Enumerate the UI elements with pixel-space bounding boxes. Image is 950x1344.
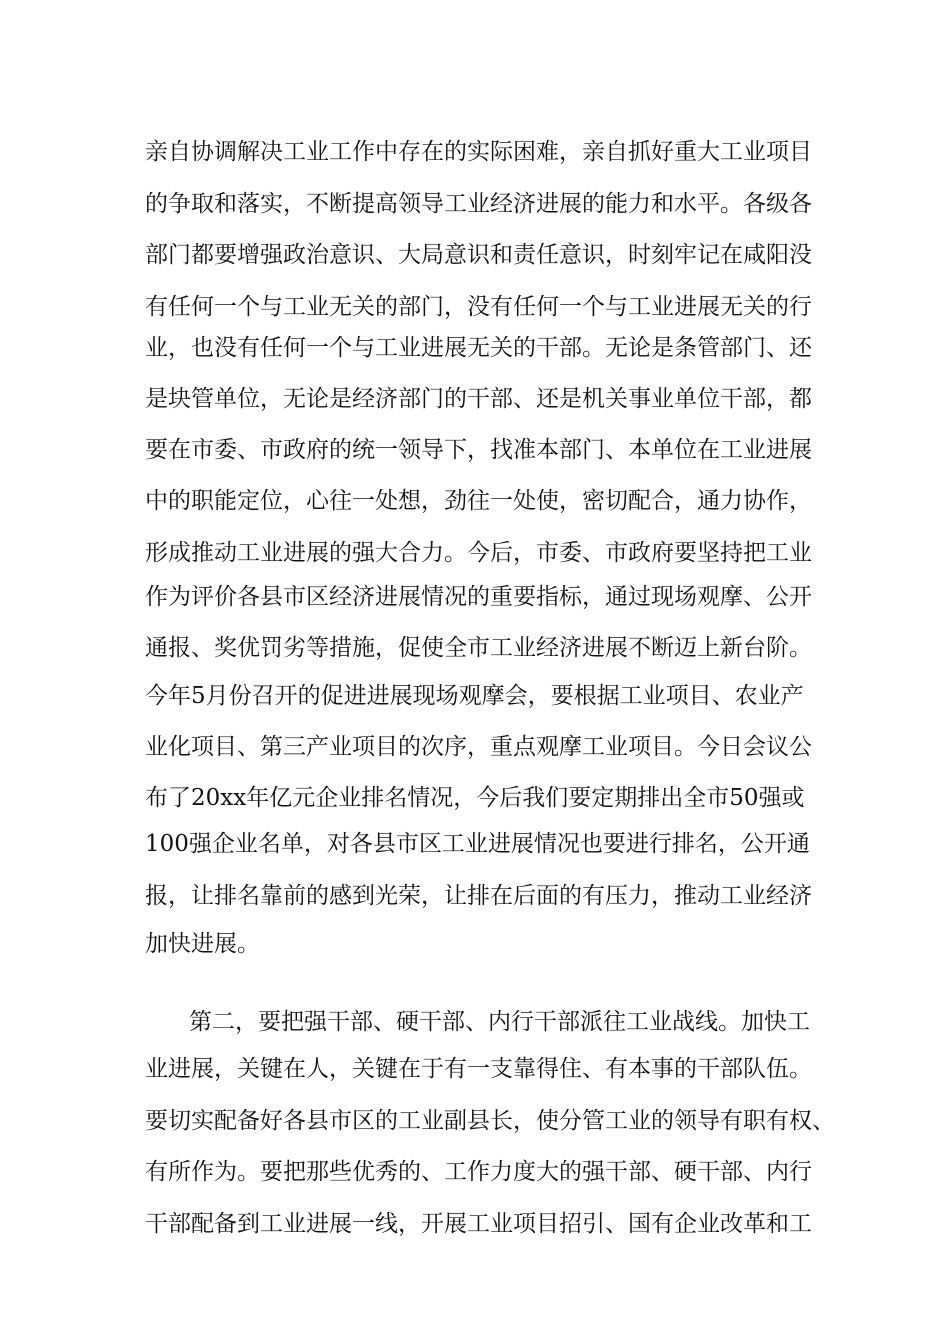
- text-line: 业化项目、第三产业项目的次序，重点观摩工业项目。今日会议公: [145, 734, 812, 760]
- text-line: 有任何一个与工业无关的部门，没有任何一个与工业进展无关的行: [145, 294, 812, 320]
- text-line: 业进展，关键在人，关键在于有一支靠得住、有本事的干部队伍。: [145, 1056, 812, 1082]
- text-line: 要切实配备好各县市区的工业副县长，使分管工业的领导有职有权、: [145, 1108, 835, 1134]
- text-line: 通报、奖优罚劣等措施，促使全市工业经济进展不断迈上新台阶。: [145, 635, 812, 661]
- paragraph-first-line: 第二，要把强干部、硬干部、内行干部派往工业战线。加快工: [189, 1009, 810, 1035]
- text-line: 有所作为。要把那些优秀的、工作力度大的强干部、硬干部、内行: [145, 1159, 812, 1185]
- text-line: 中的职能定位，心往一处想，劲往一处使，密切配合，通力协作，: [145, 488, 812, 514]
- text-line: 业，也没有任何一个与工业进展无关的干部。无论是条管部门、还: [145, 335, 812, 361]
- text-line: 是块管单位，无论是经济部门的干部、还是机关事业单位干部，都: [145, 386, 812, 412]
- text-line: 亲自协调解决工业工作中存在的实际困难，亲自抓好重大工业项目: [145, 139, 812, 165]
- text-line: 的争取和落实，不断提高领导工业经济进展的能力和水平。各级各: [145, 191, 812, 217]
- text-line: 今年5月份召开的促进进展现场观摩会，要根据工业项目、农业产: [145, 683, 804, 709]
- text-line: 干部配备到工业进展一线，开展工业项目招引、国有企业改革和工: [145, 1211, 812, 1237]
- text-line: 100强企业名单，对各县市区工业进展情况也要进行排名，公开通: [145, 831, 810, 857]
- text-line: 加快进展。: [145, 931, 260, 957]
- text-line: 部门都要增强政治意识、大局意识和责任意识，时刻牢记在咸阳没: [145, 242, 812, 268]
- text-line: 作为评价各县市区经济进展情况的重要指标，通过现场观摩、公开: [145, 584, 812, 610]
- text-line: 形成推动工业进展的强大合力。今后，市委、市政府要坚持把工业: [145, 540, 812, 566]
- text-line: 报，让排名靠前的感到光荣，让排在后面的有压力，推动工业经济: [145, 883, 812, 909]
- text-line: 要在市委、市政府的统一领导下，找准本部门、本单位在工业进展: [145, 437, 812, 463]
- text-line: 布了20xx年亿元企业排名情况，今后我们要定期排出全市50强或: [145, 785, 805, 811]
